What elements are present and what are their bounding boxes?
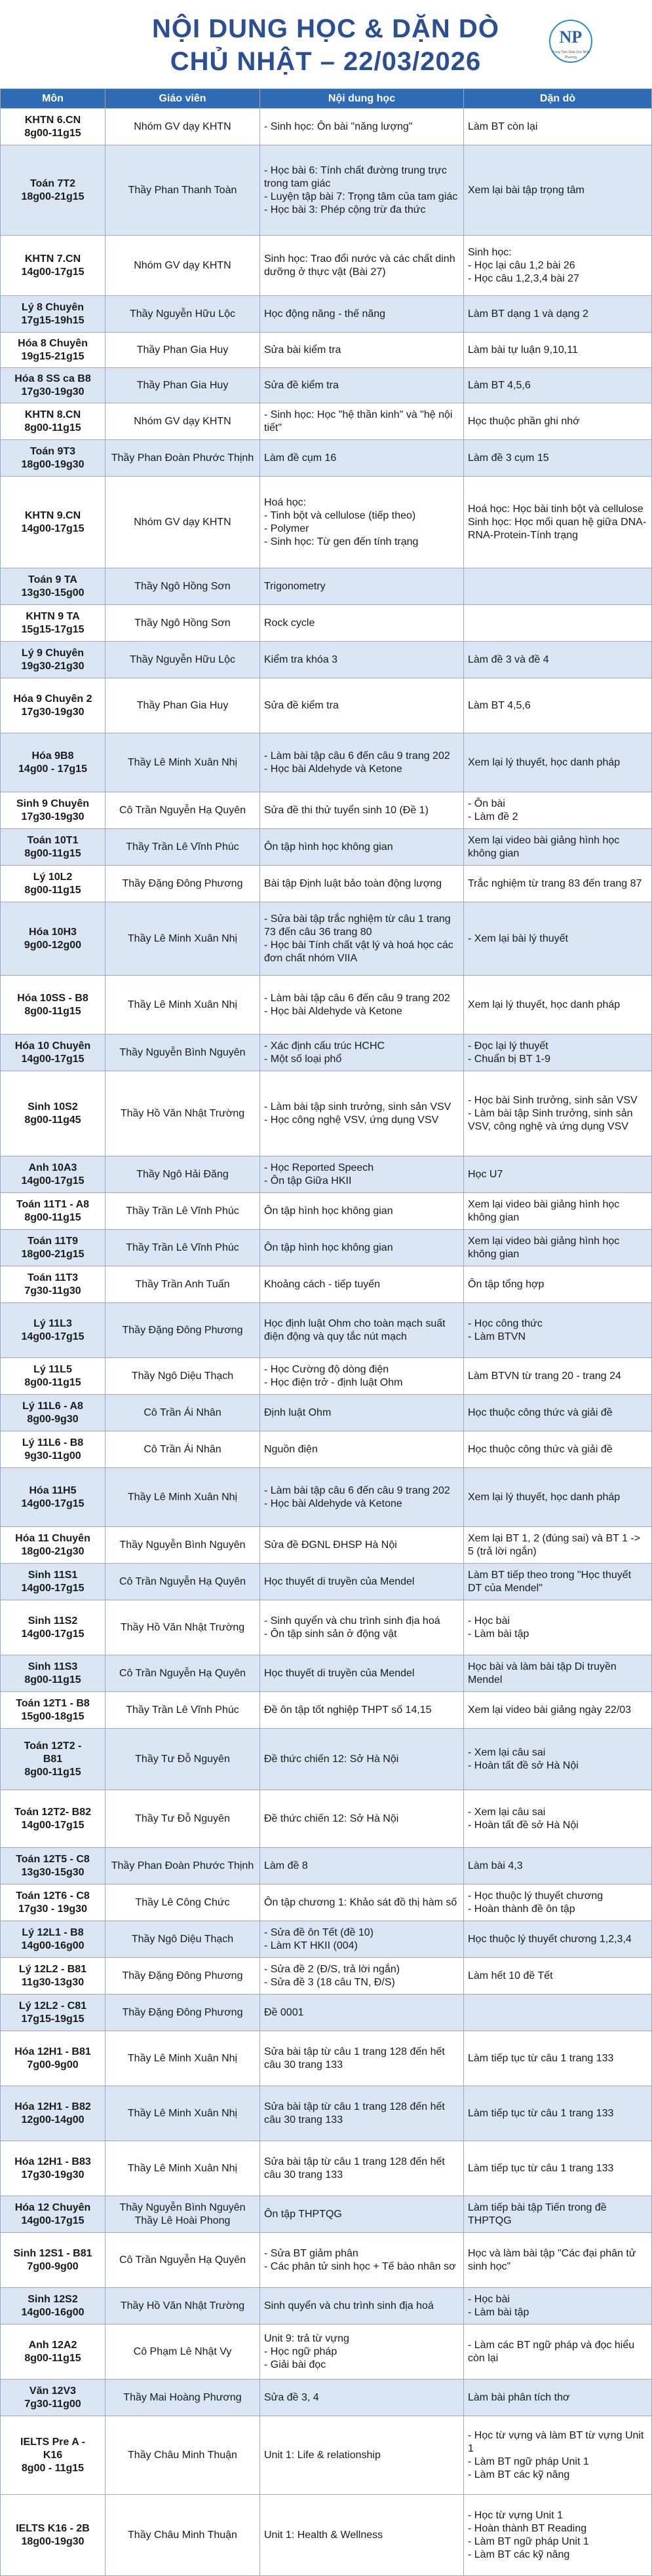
column-header-teacher: Giáo viên	[105, 89, 260, 109]
table-row	[1, 1395, 652, 1431]
content-cell: - Sinh học: Ôn bài "năng lượng"	[260, 109, 464, 145]
subject-cell: Toán 12T2- B82 14g00-17g15	[1, 1790, 105, 1848]
teacher-cell: Thầy Lê Minh Xuân Nhị	[105, 2086, 260, 2141]
homework-cell: Xem lại lý thuyết, học danh pháp	[464, 733, 652, 792]
subject-cell: Sinh 11S3 8g00-11g15	[1, 1655, 105, 1692]
subject-cell: Lý 11L6 - B8 9g30-11g00	[1, 1431, 105, 1468]
table-row	[1, 1600, 652, 1655]
table-row	[1, 403, 652, 440]
content-cell: - Sửa bài tập trắc nghiệm từ câu 1 trang 73 đến câu 36 trang 80 - Học bài Tính chất vật lý và hoá học các đơn chất nhóm VIIA	[260, 902, 464, 976]
teacher-cell: Nhóm GV dạy KHTN	[105, 403, 260, 440]
teacher-cell: Cô Trần Nguyễn Hạ Quyên	[105, 1564, 260, 1600]
teacher-cell: Thầy Hồ Văn Nhật Trường	[105, 2288, 260, 2325]
homework-cell: Làm BT 4,5,6	[464, 678, 652, 733]
table-row	[1, 109, 652, 145]
teacher-cell: Thầy Phan Đoàn Phước Thịnh	[105, 1848, 260, 1885]
column-header-content: Nội dung học	[260, 89, 464, 109]
table-row	[1, 568, 652, 605]
homework-cell: Làm BT dạng 1 và dạng 2	[464, 296, 652, 333]
content-cell: Sinh học: Trao đổi nước và các chất dinh dưỡng ở thực vật (Bài 27)	[260, 236, 464, 296]
table-row	[1, 2141, 652, 2196]
subject-cell: Sinh 11S2 14g00-17g15	[1, 1600, 105, 1655]
logo-subtext: Trung Tâm Giáo Dục Nhật Phương	[551, 50, 590, 60]
content-cell: - Học Reported Speech - Ôn tập Giữa HKII	[260, 1156, 464, 1193]
subject-cell: Lý 8 Chuyên 17g15-19h15	[1, 296, 105, 333]
teacher-cell: Thầy Đặng Đông Phương	[105, 1303, 260, 1358]
teacher-cell: Thầy Nguyễn Bình Nguyên	[105, 1527, 260, 1564]
table-row	[1, 866, 652, 902]
homework-cell	[464, 605, 652, 642]
homework-cell: Xem lại lý thuyết, học danh pháp	[464, 976, 652, 1035]
teacher-cell: Thầy Châu Minh Thuận	[105, 2416, 260, 2495]
homework-cell: - Xem lại câu sai - Hoàn tất đề sở Hà Nội	[464, 1729, 652, 1790]
homework-cell: Làm tiếp bài tập Tiến trong đề THPTQG	[464, 2196, 652, 2233]
teacher-cell: Thầy Hồ Văn Nhật Trường	[105, 1071, 260, 1156]
subject-cell: Lý 12L1 - B8 14g00-16g00	[1, 1921, 105, 1958]
homework-cell: - Xem lại câu sai - Hoàn tất đề sở Hà Nội	[464, 1790, 652, 1848]
content-cell: Học định luật Ohm cho toàn mạch suất điện động và quy tắc nút mạch	[260, 1303, 464, 1358]
teacher-cell: Thầy Trần Lê Vĩnh Phúc	[105, 1193, 260, 1230]
subject-cell: Hóa 10SS - B8 8g00-11g15	[1, 976, 105, 1035]
table-row	[1, 2233, 652, 2288]
content-cell: - Học bài 6: Tính chất đường trung trực trong tam giác - Luyện tập bài 7: Trọng tâm của tam giác - Học bài 3: Phép cộng trừ đa thức	[260, 145, 464, 236]
table-body	[1, 109, 652, 2576]
table-row	[1, 1266, 652, 1303]
content-cell: Ôn tập hình học không gian	[260, 1230, 464, 1266]
teacher-cell: Thầy Lê Minh Xuân Nhị	[105, 2141, 260, 2196]
subject-cell: KHTN 9.CN 14g00-17g15	[1, 477, 105, 568]
table-row	[1, 1527, 652, 1564]
subject-cell: IELTS Pre A - K16 8g00 - 11g15	[1, 2416, 105, 2495]
content-cell: Trigonometry	[260, 568, 464, 605]
subject-cell: Toán 12T6 - C8 17g30 - 19g30	[1, 1885, 105, 1921]
table-row	[1, 2325, 652, 2380]
content-cell: Ôn tập chương 1: Khảo sát đồ thị hàm số	[260, 1885, 464, 1921]
homework-cell: - Đọc lại lý thuyết - Chuẩn bị BT 1-9	[464, 1035, 652, 1071]
teacher-cell: Cô Trần Nguyễn Hạ Quyên	[105, 792, 260, 829]
subject-cell: Lý 9 Chuyên 19g30-21g30	[1, 642, 105, 678]
subject-cell: Hóa 12H1 - B83 17g30-19g30	[1, 2141, 105, 2196]
teacher-cell: Thầy Nguyễn Bình Nguyên	[105, 1035, 260, 1071]
teacher-cell: Thầy Đặng Đông Phương	[105, 1958, 260, 1995]
content-cell: Sửa đề ĐGNL ĐHSP Hà Nội	[260, 1527, 464, 1564]
subject-cell: Toán 7T2 18g00-21g15	[1, 145, 105, 236]
teacher-cell: Thầy Ngô Diệu Thạch	[105, 1358, 260, 1395]
table-row	[1, 1995, 652, 2031]
content-cell: Đề ôn tập tốt nghiệp THPT số 14,15	[260, 1692, 464, 1729]
table-header-row	[1, 89, 652, 109]
subject-cell: KHTN 9 TA 15g15-17g15	[1, 605, 105, 642]
content-cell: Kiểm tra khóa 3	[260, 642, 464, 678]
teacher-cell: Thầy Trần Anh Tuấn	[105, 1266, 260, 1303]
table-row	[1, 1848, 652, 1885]
logo-mark: NP	[559, 28, 583, 46]
content-cell: Sửa bài tập từ câu 1 trang 128 đến hết câu 30 trang 133	[260, 2086, 464, 2141]
column-header-subject: Môn	[1, 89, 105, 109]
teacher-cell: Cô Phạm Lê Nhật Vy	[105, 2325, 260, 2380]
teacher-cell: Cô Trần Nguyễn Hạ Quyên	[105, 2233, 260, 2288]
homework-cell: Làm bài 4,3	[464, 1848, 652, 1885]
teacher-cell: Nhóm GV dạy KHTN	[105, 236, 260, 296]
table-row	[1, 440, 652, 477]
table-row	[1, 1729, 652, 1790]
table-row	[1, 733, 652, 792]
content-cell: Sửa đề thi thử tuyển sinh 10 (Đề 1)	[260, 792, 464, 829]
homework-cell: Xem lại video bài giảng hình học không gian	[464, 1230, 652, 1266]
subject-cell: Toán 11T9 18g00-21g15	[1, 1230, 105, 1266]
homework-cell: Học thuộc công thức và giải đề	[464, 1431, 652, 1468]
subject-cell: Hóa 11 Chuyên 18g00-21g30	[1, 1527, 105, 1564]
table-row	[1, 333, 652, 368]
table-row	[1, 976, 652, 1035]
teacher-cell: Cô Trần Nguyễn Hạ Quyên	[105, 1655, 260, 1692]
subject-cell: Hóa 8 Chuyên 19g15-21g15	[1, 333, 105, 368]
subject-cell: Hóa 8 SS ca B8 17g30-19g30	[1, 368, 105, 403]
content-cell: - Làm bài tập sinh trưởng, sinh sản VSV - Học công nghệ VSV, ứng dụng VSV	[260, 1071, 464, 1156]
table-row	[1, 1655, 652, 1692]
subject-cell: Sinh 10S2 8g00-11g45	[1, 1071, 105, 1156]
homework-cell: Xem lại bài tập trọng tâm	[464, 145, 652, 236]
teacher-cell: Thầy Đặng Đông Phương	[105, 1995, 260, 2031]
content-cell: Sinh quyển và chu trình sinh địa hoá	[260, 2288, 464, 2325]
table-row	[1, 1921, 652, 1958]
teacher-cell: Thầy Nguyễn Bình Nguyên Thầy Lê Hoài Phong	[105, 2196, 260, 2233]
content-cell: Đề thức chiến 12: Sở Hà Nội	[260, 1729, 464, 1790]
subject-cell: Toán 12T5 - C8 13g30-15g30	[1, 1848, 105, 1885]
teacher-cell: Thầy Phan Gia Huy	[105, 678, 260, 733]
table-row	[1, 1790, 652, 1848]
homework-cell: Học U7	[464, 1156, 652, 1193]
homework-cell: Học và làm bài tập "Các đại phân tử sinh học"	[464, 2233, 652, 2288]
subject-cell: Hóa 10H3 9g00-12g00	[1, 902, 105, 976]
content-cell: Unit 9: trả từ vựng - Học ngữ pháp - Giải bài đọc	[260, 2325, 464, 2380]
table-row	[1, 1958, 652, 1995]
table-row	[1, 792, 652, 829]
homework-cell: Làm bài phân tích thơ	[464, 2380, 652, 2416]
homework-cell: - Học thuộc lý thuyết chương - Hoàn thành đề ôn tập	[464, 1885, 652, 1921]
table-row	[1, 1230, 652, 1266]
subject-cell: Toán 12T1 - B8 15g00-18g15	[1, 1692, 105, 1729]
subject-cell: Hóa 12H1 - B82 12g00-14g00	[1, 2086, 105, 2141]
content-cell: Sửa đề kiểm tra	[260, 678, 464, 733]
subject-cell: Lý 12L2 - C81 17g15-19g15	[1, 1995, 105, 2031]
teacher-cell: Thầy Lê Công Chức	[105, 1885, 260, 1921]
table-row	[1, 1431, 652, 1468]
table-row	[1, 2380, 652, 2416]
subject-cell: KHTN 7.CN 14g00-17g15	[1, 236, 105, 296]
teacher-cell: Thầy Lê Minh Xuân Nhị	[105, 902, 260, 976]
subject-cell: Anh 10A3 14g00-17g15	[1, 1156, 105, 1193]
teacher-cell: Thầy Lê Minh Xuân Nhị	[105, 976, 260, 1035]
table-row	[1, 1071, 652, 1156]
subject-cell: IELTS K16 - 2B 18g00-19g30	[1, 2495, 105, 2576]
table-row	[1, 1156, 652, 1193]
subject-cell: Hóa 9 Chuyên 2 17g30-19g30	[1, 678, 105, 733]
subject-cell: Toán 10T1 8g00-11g15	[1, 829, 105, 866]
content-cell: Đề thức chiến 12: Sở Hà Nội	[260, 1790, 464, 1848]
teacher-cell: Thầy Nguyễn Hữu Lộc	[105, 642, 260, 678]
homework-cell: Làm đề 3 và đề 4	[464, 642, 652, 678]
homework-cell: - Học từ vựng và làm BT từ vựng Unit 1 - Làm BT ngữ pháp Unit 1 - Làm BT các kỹ năng	[464, 2416, 652, 2495]
content-cell: - Làm bài tập câu 6 đến câu 9 trang 202 - Học bài Aldehyde và Ketone	[260, 976, 464, 1035]
table-row	[1, 1193, 652, 1230]
teacher-cell: Cô Trần Ái Nhân	[105, 1431, 260, 1468]
homework-cell: Xem lại lý thuyết, học danh pháp	[464, 1468, 652, 1527]
teacher-cell: Thầy Phan Đoàn Phước Thịnh	[105, 440, 260, 477]
homework-cell: Làm tiếp tục từ câu 1 trang 133	[464, 2031, 652, 2086]
teacher-cell: Thầy Lê Minh Xuân Nhị	[105, 733, 260, 792]
content-cell: - Làm bài tập câu 6 đến câu 9 trang 202 - Học bài Aldehyde và Ketone	[260, 1468, 464, 1527]
homework-cell: Sinh học: - Học lại câu 1,2 bài 26 - Học câu 1,2,3,4 bài 27	[464, 236, 652, 296]
subject-cell: Toán 11T1 - A8 8g00-11g15	[1, 1193, 105, 1230]
teacher-cell: Thầy Phan Gia Huy	[105, 333, 260, 368]
subject-cell: KHTN 8.CN 8g00-11g15	[1, 403, 105, 440]
table-row	[1, 2196, 652, 2233]
subject-cell: Lý 12L2 - B81 11g30-13g30	[1, 1958, 105, 1995]
content-cell: Sửa bài tập từ câu 1 trang 128 đến hết câu 30 trang 133	[260, 2141, 464, 2196]
subject-cell: Lý 11L3 14g00-17g15	[1, 1303, 105, 1358]
teacher-cell: Thầy Phan Gia Huy	[105, 368, 260, 403]
subject-cell: Lý 11L6 - A8 8g00-9g30	[1, 1395, 105, 1431]
homework-cell: Ôn tập tổng hợp	[464, 1266, 652, 1303]
homework-cell: - Xem lại bài lý thuyết	[464, 902, 652, 976]
table-row	[1, 145, 652, 236]
homework-cell: Xem lại video bài giảng ngày 22/03	[464, 1692, 652, 1729]
content-cell: Làm đề 8	[260, 1848, 464, 1885]
teacher-cell: Thầy Lê Minh Xuân Nhị	[105, 2031, 260, 2086]
content-cell: - Sinh học: Học "hệ thần kinh" và "hệ nội tiết"	[260, 403, 464, 440]
content-cell: Sửa đề 3, 4	[260, 2380, 464, 2416]
content-cell: Hoá học: - Tinh bột và cellulose (tiếp theo) - Polymer - Sinh học: Từ gen đến tính trạng	[260, 477, 464, 568]
table-row	[1, 2086, 652, 2141]
teacher-cell: Thầy Ngô Hồng Sơn	[105, 568, 260, 605]
subject-cell: Hóa 12H1 - B81 7g00-9g00	[1, 2031, 105, 2086]
subject-cell: Toán 12T2 - B81 8g00-11g15	[1, 1729, 105, 1790]
table-row	[1, 1564, 652, 1600]
table-row	[1, 829, 652, 866]
content-cell: Sửa bài tập từ câu 1 trang 128 đến hết câu 30 trang 133	[260, 2031, 464, 2086]
content-cell: - Xác định cấu trúc HCHC - Một số loại phổ	[260, 1035, 464, 1071]
homework-cell: Làm tiếp tục từ câu 1 trang 133	[464, 2086, 652, 2141]
content-cell: - Làm bài tập câu 6 đến câu 9 trang 202 - Học bài Aldehyde và Ketone	[260, 733, 464, 792]
table-row	[1, 1468, 652, 1527]
content-cell: Đề 0001	[260, 1995, 464, 2031]
teacher-cell: Thầy Mai Hoàng Phương	[105, 2380, 260, 2416]
content-cell: Sửa đề kiểm tra	[260, 368, 464, 403]
content-cell: Làm đề cụm 16	[260, 440, 464, 477]
table-row	[1, 2416, 652, 2495]
homework-cell: Trắc nghiệm từ trang 83 đến trang 87	[464, 866, 652, 902]
table-row	[1, 642, 652, 678]
homework-cell: Làm BTVN từ trang 20 - trang 24	[464, 1358, 652, 1395]
content-cell: Học động năng - thế năng	[260, 296, 464, 333]
content-cell: - Sinh quyển và chu trình sinh địa hoá - Ôn tập sinh sản ở động vật	[260, 1600, 464, 1655]
table-row	[1, 1885, 652, 1921]
teacher-cell: Thầy Nguyễn Hữu Lộc	[105, 296, 260, 333]
content-cell: Bài tập Định luật bảo toàn động lượng	[260, 866, 464, 902]
homework-cell: Học thuộc lý thuyết chương 1,2,3,4	[464, 1921, 652, 1958]
subject-cell: Anh 12A2 8g00-11g15	[1, 2325, 105, 2380]
subject-cell: Toán 9 TA 13g30-15g00	[1, 568, 105, 605]
page-date-title: CHỦ NHẬT – 22/03/2026	[170, 47, 482, 76]
content-cell: Rock cycle	[260, 605, 464, 642]
content-cell: - Sửa đề ôn Tết (đề 10) - Làm KT HKII (004)	[260, 1921, 464, 1958]
page-header	[0, 0, 651, 88]
teacher-cell: Thầy Châu Minh Thuận	[105, 2495, 260, 2576]
teacher-cell: Thầy Trần Lê Vĩnh Phúc	[105, 829, 260, 866]
content-cell: Học thuyết di truyền của Mendel	[260, 1564, 464, 1600]
teacher-cell: Thầy Lê Minh Xuân Nhị	[105, 1468, 260, 1527]
table-row	[1, 1035, 652, 1071]
homework-cell: - Học từ vựng Unit 1 - Hoàn thành BT Reading - Làm BT ngữ pháp Unit 1 - Làm BT các kỹ năng	[464, 2495, 652, 2576]
homework-cell: Xem lại BT 1, 2 (đúng sai) và BT 1 -> 5 (trả lời ngắn)	[464, 1527, 652, 1564]
homework-cell: Hoá học: Học bài tinh bột và cellulose Sinh học: Học mối quan hệ giữa DNA-RNA-Protein-Tính trạng	[464, 477, 652, 568]
content-cell: Khoảng cách - tiếp tuyến	[260, 1266, 464, 1303]
subject-cell: Toán 9T3 18g00-19g30	[1, 440, 105, 477]
teacher-cell: Cô Trần Ái Nhân	[105, 1395, 260, 1431]
content-cell: - Sửa BT giảm phân - Các phân tử sinh học + Tế bào nhân sơ	[260, 2233, 464, 2288]
teacher-cell: Thầy Tư Đỗ Nguyên	[105, 1790, 260, 1848]
subject-cell: Hóa 10 Chuyên 14g00-17g15	[1, 1035, 105, 1071]
homework-cell: Làm bài tự luận 9,10,11	[464, 333, 652, 368]
teacher-cell: Thầy Ngô Diệu Thạch	[105, 1921, 260, 1958]
table-row	[1, 1358, 652, 1395]
teacher-cell: Thầy Phan Thanh Toàn	[105, 145, 260, 236]
page-title: NỘI DUNG HỌC & DẶN DÒ	[152, 14, 499, 43]
subject-cell: KHTN 6.CN 8g00-11g15	[1, 109, 105, 145]
content-cell: Ôn tập hình học không gian	[260, 829, 464, 866]
table-row	[1, 2495, 652, 2576]
subject-cell: Sinh 9 Chuyên 17g30-19g30	[1, 792, 105, 829]
column-header-homework: Dặn dò	[464, 89, 652, 109]
homework-cell: Làm tiếp tục từ câu 1 trang 133	[464, 2141, 652, 2196]
table-row	[1, 2288, 652, 2325]
teacher-cell: Thầy Trần Lê Vĩnh Phúc	[105, 1692, 260, 1729]
subject-cell: Hóa 12 Chuyên 14g00-17g15	[1, 2196, 105, 2233]
subject-cell: Toán 11T3 7g30-11g30	[1, 1266, 105, 1303]
teacher-cell: Thầy Ngô Hải Đăng	[105, 1156, 260, 1193]
homework-cell: - Làm các BT ngữ pháp và đọc hiểu còn lại	[464, 2325, 652, 2380]
homework-cell: - Học bài Sinh trưởng, sinh sản VSV - Làm bài tập Sinh trưởng, sinh sản VSV, công nghệ và ứng dụng VSV	[464, 1071, 652, 1156]
table-row	[1, 678, 652, 733]
table-row	[1, 902, 652, 976]
content-cell: Định luật Ohm	[260, 1395, 464, 1431]
subject-cell: Sinh 11S1 14g00-17g15	[1, 1564, 105, 1600]
content-cell: - Sửa đề 2 (Đ/S, trả lời ngắn) - Sửa đề 3 (18 câu TN, Đ/S)	[260, 1958, 464, 1995]
homework-cell: Học bài và làm bài tập Di truyền Mendel	[464, 1655, 652, 1692]
table-row	[1, 605, 652, 642]
teacher-cell: Thầy Trần Lê Vĩnh Phúc	[105, 1230, 260, 1266]
homework-cell: Học thuộc phần ghi nhớ	[464, 403, 652, 440]
subject-cell: Hóa 9B8 14g00 - 17g15	[1, 733, 105, 792]
content-cell: Học thuyết di truyền của Mendel	[260, 1655, 464, 1692]
subject-cell: Lý 10L2 8g00-11g15	[1, 866, 105, 902]
table-row	[1, 477, 652, 568]
content-cell: Nguồn điện	[260, 1431, 464, 1468]
homework-cell: Làm BT tiếp theo trong "Học thuyết DT của Mendel"	[464, 1564, 652, 1600]
homework-cell: - Học bài - Làm bài tập	[464, 1600, 652, 1655]
table-row	[1, 1692, 652, 1729]
subject-cell: Sinh 12S1 - B81 7g00-9g00	[1, 2233, 105, 2288]
subject-cell: Văn 12V3 7g30-11g00	[1, 2380, 105, 2416]
table-row	[1, 296, 652, 333]
homework-cell	[464, 568, 652, 605]
homework-cell: Làm BT còn lại	[464, 109, 652, 145]
homework-cell: Học thuộc công thức và giải đề	[464, 1395, 652, 1431]
table-row	[1, 236, 652, 296]
content-cell: Unit 1: Health & Wellness	[260, 2495, 464, 2576]
homework-cell: - Học công thức - Làm BTVN	[464, 1303, 652, 1358]
table-row	[1, 2031, 652, 2086]
homework-cell: - Ôn bài - Làm đề 2	[464, 792, 652, 829]
content-cell: Unit 1: Life & relationship	[260, 2416, 464, 2495]
schedule-table	[0, 88, 652, 2576]
center-logo	[549, 20, 592, 63]
homework-cell	[464, 1995, 652, 2031]
teacher-cell: Thầy Ngô Hồng Sơn	[105, 605, 260, 642]
homework-cell: Làm đề 3 cụm 15	[464, 440, 652, 477]
teacher-cell: Nhóm GV dạy KHTN	[105, 109, 260, 145]
subject-cell: Lý 11L5 8g00-11g15	[1, 1358, 105, 1395]
teacher-cell: Thầy Hồ Văn Nhật Trường	[105, 1600, 260, 1655]
subject-cell: Sinh 12S2 14g00-16g00	[1, 2288, 105, 2325]
content-cell: Ôn tập hình học không gian	[260, 1193, 464, 1230]
subject-cell: Hóa 11H5 14g00-17g15	[1, 1468, 105, 1527]
homework-cell: Làm hết 10 đề Tết	[464, 1958, 652, 1995]
homework-cell: Xem lại video bài giảng hình học không gian	[464, 1193, 652, 1230]
content-cell: Sửa bài kiểm tra	[260, 333, 464, 368]
homework-cell: Xem lại video bài giảng hình học không gian	[464, 829, 652, 866]
table-row	[1, 1303, 652, 1358]
teacher-cell: Nhóm GV dạy KHTN	[105, 477, 260, 568]
teacher-cell: Thầy Tư Đỗ Nguyên	[105, 1729, 260, 1790]
teacher-cell: Thầy Đặng Đông Phương	[105, 866, 260, 902]
table-row	[1, 368, 652, 403]
content-cell: Ôn tập THPTQG	[260, 2196, 464, 2233]
homework-cell: - Học bài - Làm bài tập	[464, 2288, 652, 2325]
content-cell: - Học Cường độ dòng điện - Học điện trở - định luật Ohm	[260, 1358, 464, 1395]
homework-cell: Làm BT 4,5,6	[464, 368, 652, 403]
